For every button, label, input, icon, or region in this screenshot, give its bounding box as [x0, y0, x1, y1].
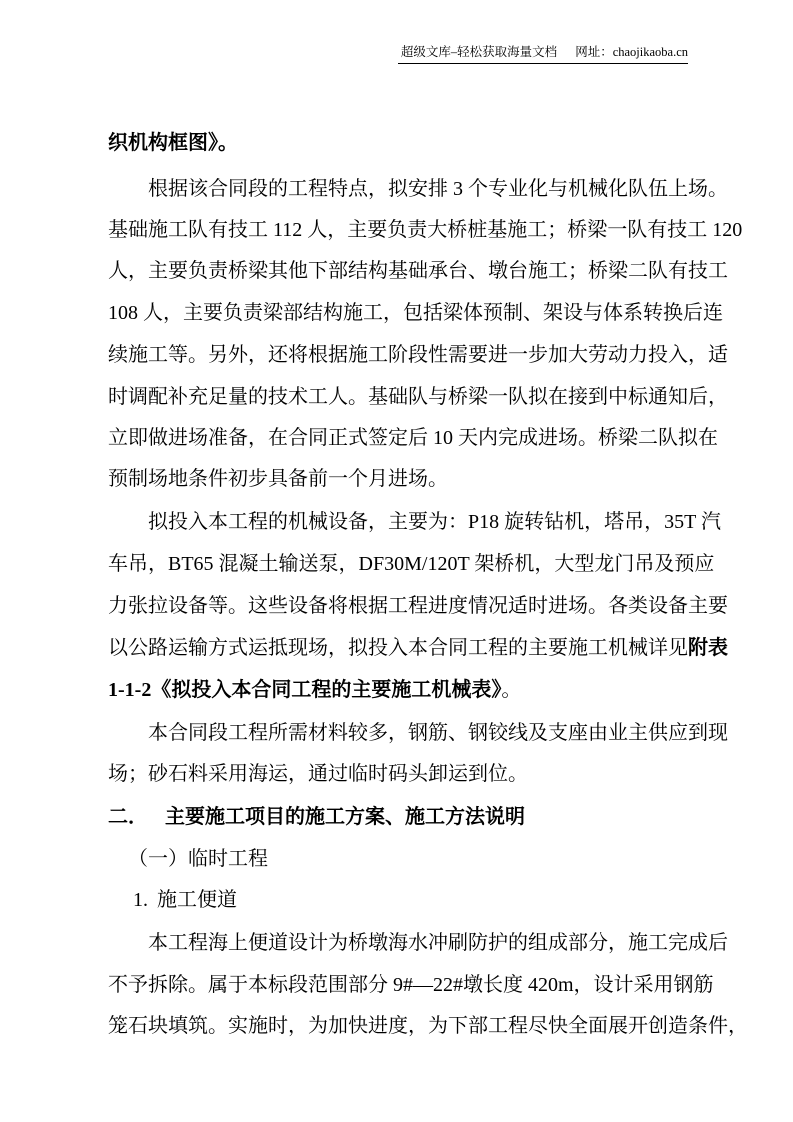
section-title: 主要施工项目的施工方案、施工方法说明 — [165, 806, 525, 828]
header-site: 超级文库–轻松获取海量文档 — [400, 45, 558, 59]
text-line: 不予拆除。属于本标段范围部分 9#—22#墩长度 420m，设计采用钢筋 — [108, 974, 714, 996]
text-line: 108 人，主要负责梁部结构施工，包括梁体预制、架设与体系转换后连 — [108, 302, 723, 324]
text-line: 立即做进场准备，在合同正式签定后 10 天内完成进场。桥梁二队拟在 — [108, 427, 718, 449]
item-number: 1. — [133, 889, 148, 911]
text-line — [108, 677, 688, 703]
text-line: 笼石块填筑。实施时，为加快进度，为下部工程尽快全面展开创造条件， — [108, 1015, 748, 1037]
text-line: 拟投入本工程的机械设备，主要为：P18 旋转钻机，塔吊，35T 汽 — [148, 511, 721, 533]
section-number: 二． — [108, 806, 148, 828]
appendix-ref: 附表 — [688, 637, 728, 659]
text-line: 续施工等。另外，还将根据施工阶段性需要进一步加大劳动力投入，适 — [108, 344, 728, 366]
text-line: 根据该合同段的工程特点，拟安排 3 个专业化与机械化队伍上场。 — [148, 178, 728, 200]
text-line: 基础施工队有技工 112 人，主要负责大桥桩基施工；桥梁一队有技工 120 — [108, 219, 743, 241]
text-line: 场；砂石料采用海运，通过临时码头卸运到位。 — [108, 763, 528, 785]
text-line: 力张拉设备等。这些设备将根据工程进度情况适时进场。各类设备主要 — [108, 595, 728, 617]
item-title: 施工便道 — [157, 889, 237, 911]
appendix-title: 1-1-2《拟投入本合同工程的主要施工机械表》 — [108, 679, 502, 701]
subsection-heading: （一）临时工程 — [128, 848, 268, 870]
text-line: 时调配补充足量的技术工人。基础队与桥梁一队拟在接到中标通知后， — [108, 386, 728, 408]
text-line: 车吊，BT65 混凝土输送泵，DF30M/120T 架桥机，大型龙门吊及预应 — [108, 553, 715, 575]
text-span: 以公路运输方式运抵现场，拟投入本合同工程的主要施工机械详见 — [108, 637, 688, 659]
item-heading — [133, 887, 713, 913]
header-url: 网址：chaojikaoba.cn — [575, 45, 688, 59]
header-text — [401, 42, 688, 60]
text-line: 本合同段工程所需材料较多，钢筋、钢铰线及支座由业主供应到现 — [148, 722, 728, 744]
text-line — [108, 635, 728, 661]
header-rule — [398, 63, 688, 64]
text-line: 预制场地条件初步具备前一个月进场。 — [108, 468, 448, 490]
text-span: 。 — [501, 679, 522, 701]
section-heading — [108, 804, 688, 830]
text-line: 织机构框图》。 — [108, 132, 238, 154]
text-line: 人，主要负责桥梁其他下部结构基础承台、墩台施工；桥梁二队有技工 — [108, 260, 728, 282]
text-line: 本工程海上便道设计为桥墩海水冲刷防护的组成部分，施工完成后 — [148, 932, 728, 954]
